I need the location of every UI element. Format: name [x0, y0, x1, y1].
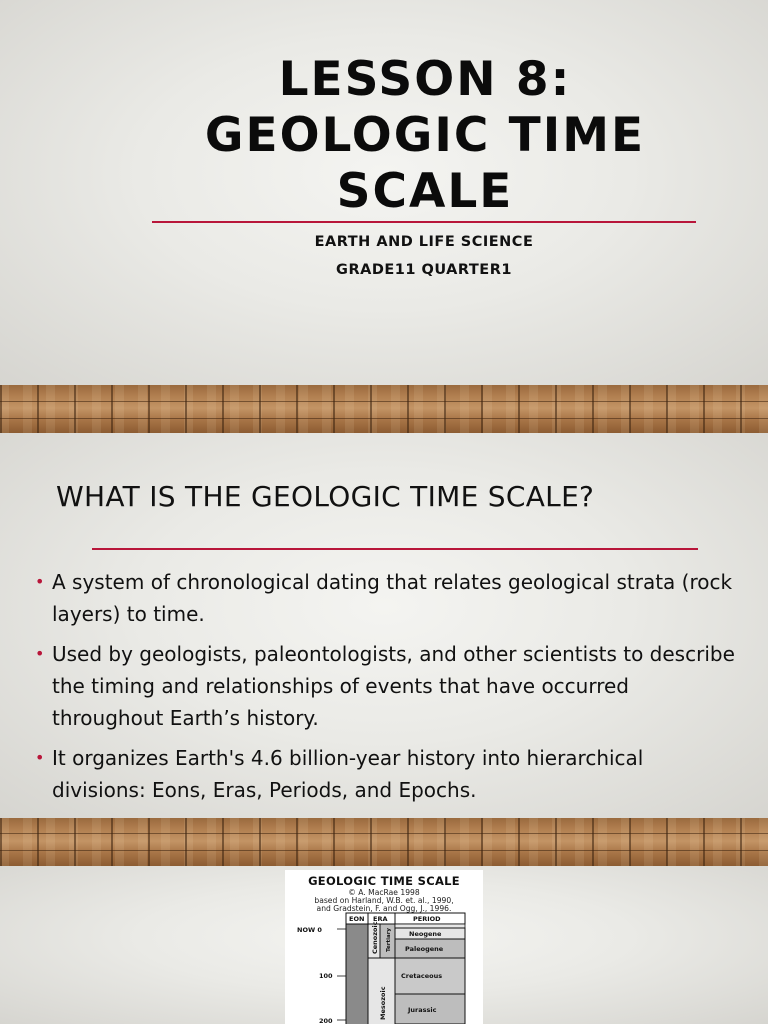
title-line-1: LESSON 8:	[278, 52, 572, 107]
subera-tertiary: Tertiary	[386, 928, 392, 952]
wood-floor-separator	[0, 818, 768, 866]
figure-credit: based on Harland, W.B. et. al., 1990,	[314, 896, 454, 905]
bullet-item	[35, 638, 735, 734]
figure-slide	[0, 866, 768, 1024]
col-period: PERIOD	[413, 915, 441, 923]
bullet-icon: •	[35, 644, 45, 663]
axis-label-now: NOW 0	[297, 926, 322, 934]
title-line-3: SCALE	[336, 164, 514, 219]
figure-title: GEOLOGIC TIME SCALE	[308, 874, 460, 888]
title-line-2: GEOLOGIC TIME	[204, 108, 646, 163]
heading-divider	[92, 548, 698, 550]
period-jurassic: Jurassic	[408, 1006, 437, 1014]
bullet-text: Used by geologists, paleontologists, and other scientists to describe the timing and relationships of events that have occurred throughout Earth’s history.	[52, 642, 735, 730]
period-neogene: Neogene	[409, 930, 442, 938]
title-divider	[152, 221, 696, 223]
bullet-text: A system of chronological dating that relates geological strata (rock layers) to time.	[52, 570, 733, 626]
bullet-item	[35, 742, 735, 806]
definition-slide	[0, 433, 768, 818]
period-cretaceous: Cretaceous	[401, 972, 443, 980]
bullet-item	[35, 566, 735, 630]
bullet-text: It organizes Earth's 4.6 billion-year history into hierarchical divisions: Eons, Eras, Periods, and Epochs.	[52, 746, 644, 802]
time-scale-table	[285, 870, 483, 1024]
bullet-icon: •	[35, 572, 45, 591]
figure-credit: © A. MacRae 1998	[348, 888, 420, 897]
geologic-time-scale-figure	[285, 870, 483, 1024]
slide-heading: WHAT IS THE GEOLOGIC TIME SCALE?	[56, 480, 595, 513]
bullet-icon: •	[35, 748, 45, 767]
lesson-title	[100, 52, 750, 220]
axis-label-100: 100	[319, 972, 333, 980]
subject-subtitle: EARTH AND LIFE SCIENCE	[314, 234, 534, 250]
col-era: ERA	[373, 915, 388, 923]
axis-label-200: 200	[319, 1017, 333, 1024]
wood-floor-separator	[0, 385, 768, 433]
period-paleogene: Paleogene	[405, 945, 444, 953]
era-mesozoic: Mesozoic	[379, 986, 387, 1020]
figure-credit: and Gradstein, F. and Ogg, J., 1996.	[316, 904, 452, 913]
grade-subtitle: GRADE11 QUARTER1	[336, 262, 512, 278]
era-cenozoic: Cenozoic	[371, 921, 379, 954]
col-eon: EON	[349, 915, 365, 923]
title-slide	[0, 0, 768, 385]
bullet-list	[35, 566, 735, 814]
